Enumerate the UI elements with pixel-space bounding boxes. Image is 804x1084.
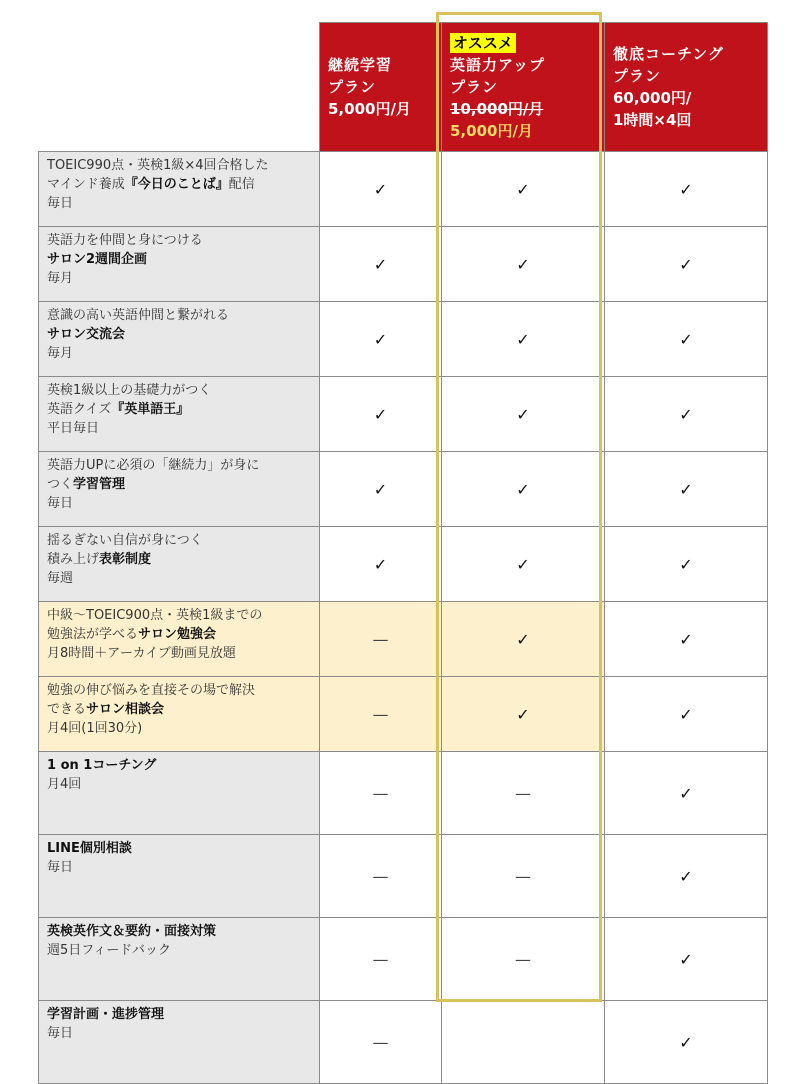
feature-cell [39,377,320,452]
plan-name-line: 徹底コーチング [613,45,724,63]
feature-row [39,835,768,918]
feature-cell [39,1001,320,1084]
feature-frequency: 週5日フィードバック [47,943,171,958]
plan-price: 1時間×4回 [613,111,692,129]
feature-name: 表彰制度 [99,552,152,567]
feature-description: 英語力UPに必須の「継続力」が身に [47,458,260,473]
plan-price: 60,000円/ [613,89,692,107]
dash-mark-icon: — [320,677,442,752]
check-mark-icon: ✓ [605,602,768,677]
plan-header-continuous [320,23,442,152]
feature-frequency: 月4回 [47,777,82,792]
check-mark-icon: ✓ [605,918,768,1001]
feature-cell [39,677,320,752]
feature-cell [39,452,320,527]
check-mark-icon: ✓ [442,452,605,527]
check-mark-icon: ✓ [320,152,442,227]
feature-description: 中級〜TOEIC900点・英検1級までの [47,608,263,623]
check-mark-icon: ✓ [320,302,442,377]
dash-mark-icon: — [442,918,605,1001]
feature-row [39,227,768,302]
plan-old-price: 10,000円/月 [450,100,544,118]
check-mark-icon: ✓ [442,527,605,602]
feature-cell [39,227,320,302]
check-mark-icon: ✓ [320,227,442,302]
feature-description: 英語クイズ [47,402,112,417]
feature-description: 勉強法が学べる [47,627,139,642]
check-mark-icon: ✓ [605,835,768,918]
feature-row [39,1001,768,1084]
check-mark-icon: ✓ [605,752,768,835]
plan-header-coaching [605,23,768,152]
feature-name: LINE個別相談 [47,841,132,856]
feature-name: 1 on 1コーチング [47,758,157,773]
feature-description: TOEIC990点・英検1級×4回合格した [47,158,269,173]
dash-mark-icon: — [442,835,605,918]
feature-cell [39,752,320,835]
check-mark-icon: ✓ [442,302,605,377]
feature-row [39,677,768,752]
feature-cell [39,918,320,1001]
feature-row [39,918,768,1001]
feature-cell [39,527,320,602]
feature-name: 学習計画・進捗管理 [47,1007,165,1022]
dash-mark-icon: — [320,602,442,677]
plan-name-line: プラン [328,78,377,96]
dash-mark-icon: — [320,752,442,835]
feature-row [39,752,768,835]
check-mark-icon: ✓ [605,677,768,752]
feature-row [39,377,768,452]
feature-row [39,452,768,527]
feature-cell [39,602,320,677]
empty-cell [442,1001,605,1084]
feature-name: 『今日のことば』 [124,177,229,192]
feature-name: サロン勉強会 [138,627,217,642]
feature-row [39,152,768,227]
feature-cell [39,835,320,918]
feature-name: サロン相談会 [86,702,165,717]
feature-description: 揺るぎない自信が身につく [47,533,203,548]
plan-name-line: プラン [450,78,499,96]
feature-frequency: 毎日 [47,496,74,511]
plan-header-row [39,23,768,152]
feature-frequency: 月4回(1回30分) [47,721,143,736]
feature-description: 積み上げ [47,552,100,567]
plan-new-price: 5,000円/月 [450,122,533,140]
plan-comparison-table [38,22,768,1084]
feature-row [39,302,768,377]
plan-price: 5,000円/月 [328,100,411,118]
feature-description: 意識の高い英語仲間と繋がれる [47,308,230,323]
dash-mark-icon: — [320,918,442,1001]
check-mark-icon: ✓ [605,302,768,377]
feature-frequency: 平日毎日 [47,421,100,436]
check-mark-icon: ✓ [605,152,768,227]
feature-frequency: 毎週 [47,571,74,586]
feature-name: 学習管理 [73,477,126,492]
feature-description: 英検1級以上の基礎力がつく [47,383,212,398]
feature-description: できる [47,702,87,717]
feature-description: 配信 [228,177,255,192]
dash-mark-icon: — [320,835,442,918]
check-mark-icon: ✓ [605,227,768,302]
feature-description: マインド養成 [47,177,125,192]
feature-frequency: 毎月 [47,346,74,361]
feature-frequency: 毎月 [47,271,74,286]
check-mark-icon: ✓ [442,677,605,752]
feature-cell [39,152,320,227]
feature-name: サロン2週間企画 [47,252,148,267]
feature-name: 英検英作文＆要約・面接対策 [47,924,217,939]
plan-name-line: 継続学習 [328,56,393,74]
feature-row [39,527,768,602]
feature-row [39,602,768,677]
check-mark-icon: ✓ [442,152,605,227]
feature-frequency: 毎日 [47,860,74,875]
feature-frequency: 毎日 [47,1026,74,1041]
feature-frequency: 毎日 [47,196,74,211]
check-mark-icon: ✓ [605,452,768,527]
feature-frequency: 月8時間＋アーカイブ動画見放題 [47,646,236,661]
dash-mark-icon: — [320,1001,442,1084]
recommended-badge: オススメ [450,33,516,53]
check-mark-icon: ✓ [605,1001,768,1084]
feature-description: つく [47,477,74,492]
feature-rows [39,152,768,1084]
check-mark-icon: ✓ [605,377,768,452]
check-mark-icon: ✓ [442,227,605,302]
check-mark-icon: ✓ [442,602,605,677]
plan-name-line: プラン [613,67,662,85]
feature-description: 英語力を仲間と身につける [47,233,203,248]
check-mark-icon: ✓ [320,452,442,527]
plan-name-line: 英語力アップ [450,56,545,74]
feature-name: 『英単語王』 [111,402,190,417]
feature-name: サロン交流会 [47,327,126,342]
check-mark-icon: ✓ [320,527,442,602]
corner-cell [39,23,320,152]
check-mark-icon: ✓ [442,377,605,452]
dash-mark-icon: — [442,752,605,835]
feature-cell [39,302,320,377]
plan-header-english-up [442,23,605,152]
feature-description: 勉強の伸び悩みを直接その場で解決 [47,683,256,698]
check-mark-icon: ✓ [320,377,442,452]
check-mark-icon: ✓ [605,527,768,602]
